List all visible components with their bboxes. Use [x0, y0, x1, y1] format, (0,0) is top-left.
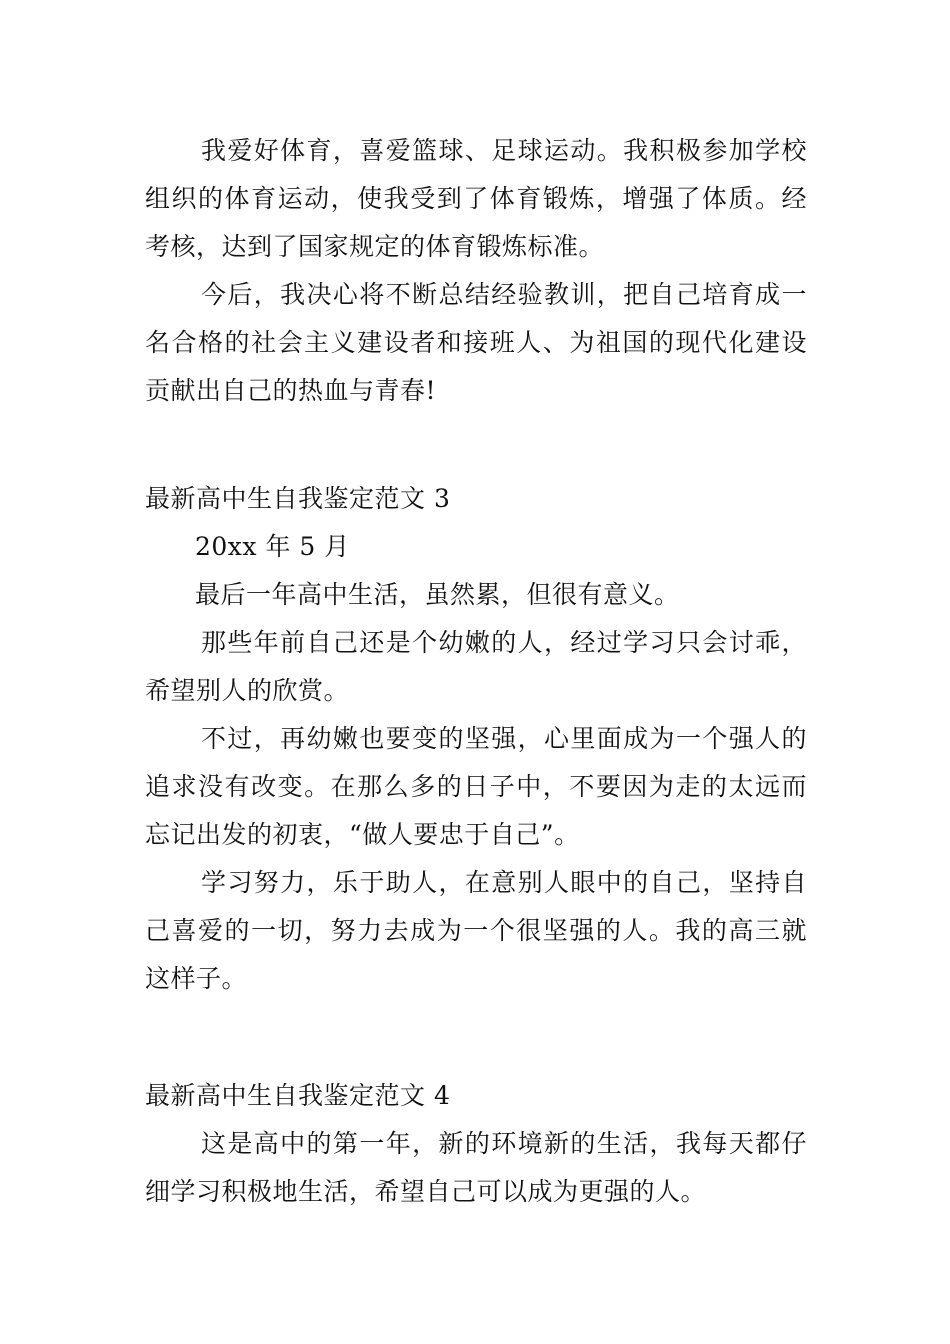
- paragraph-sports: 我爱好体育，喜爱篮球、足球运动。我积极参加学校组织的体育运动，使我受到了体育锻炼，增强了体质。经考核，达到了国家规定的体育锻炼标准。: [145, 136, 807, 261]
- paragraph-future: 今后，我决心将不断总结经验教训，把自己培育成一名合格的社会主义建设者和接班人、为祖国的现代化建设贡献出自己的热血与青春!: [145, 280, 807, 405]
- section-4: [145, 1072, 807, 1216]
- section-3-paragraph-1: 那些年前自己还是个幼嫩的人，经过学习只会讨乖，希望别人的欣赏。: [145, 628, 807, 705]
- section-3-paragraph-2: 不过，再幼嫩也要变的坚强，心里面成为一个强人的追求没有改变。在那么多的日子中，不要因为走的太远而忘记出发的初衷，“做人要忠于自己”。: [145, 724, 807, 849]
- section-top: [145, 127, 807, 415]
- section-4-heading: 最新高中生自我鉴定范文 4: [145, 1081, 451, 1110]
- section-3-opening: 最后一年高中生活，虽然累，但很有意义。: [195, 580, 680, 609]
- section-3-paragraph-3: 学习努力，乐于助人，在意别人眼中的自己，坚持自己喜爱的一切，努力去成为一个很坚强的人。我的高三就这样子。: [145, 868, 807, 993]
- section-4-paragraph-1: 这是高中的第一年，新的环境新的生活，我每天都仔细学习积极地生活，希望自己可以成为更强的人。: [145, 1129, 807, 1206]
- section-3-date: 20xx 年 5 月: [195, 532, 350, 561]
- section-3: [145, 475, 807, 1003]
- section-3-heading: 最新高中生自我鉴定范文 3: [145, 484, 451, 513]
